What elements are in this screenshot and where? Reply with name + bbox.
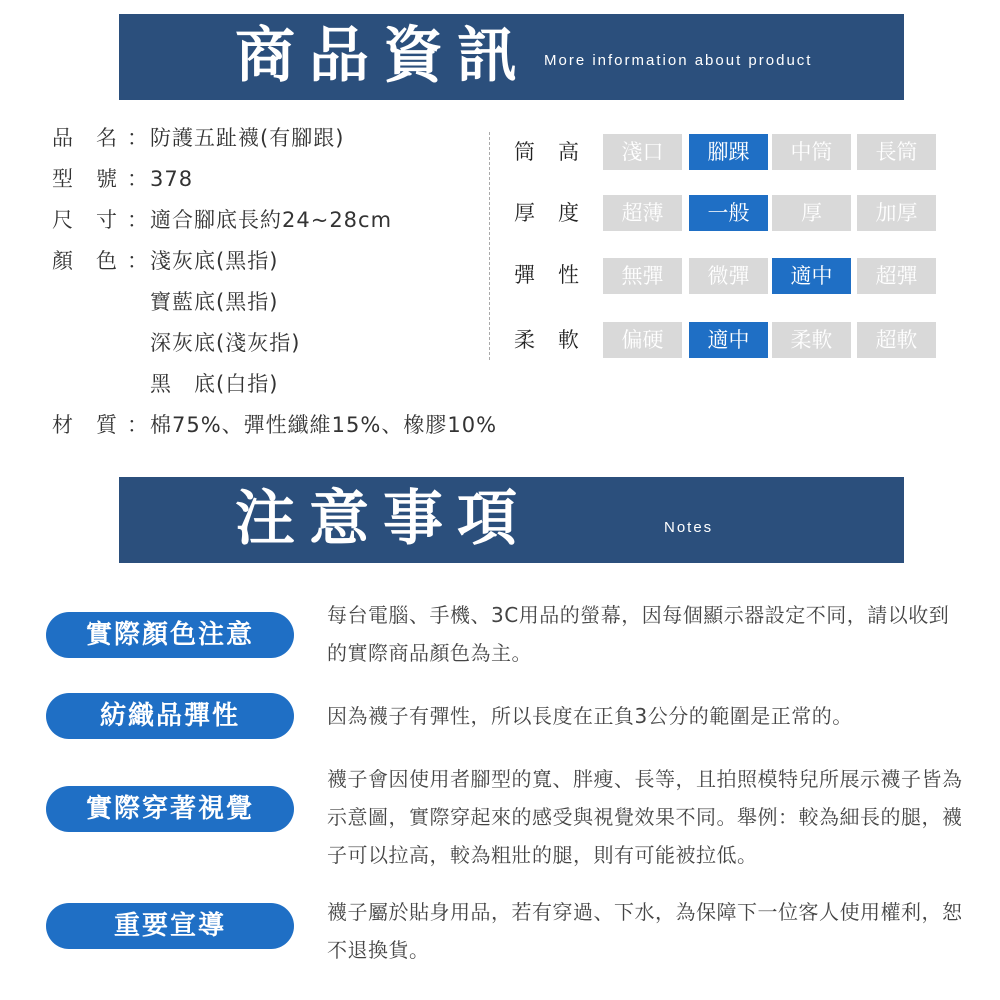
attr-label-height: 筒 高 <box>514 140 580 164</box>
opt-elasticity-0: 無彈 <box>603 258 682 294</box>
opt-softness-1: 適中 <box>689 322 768 358</box>
note-text-color: 每台電腦、手機、3C用品的螢幕，因每個顯示器設定不同，請以收到的實際商品顏色為主。 <box>327 603 950 665</box>
spec-label: 尺 寸 <box>52 208 118 232</box>
opt-height-3: 長筒 <box>857 134 936 170</box>
product-info-title: 商品資訊 <box>235 21 531 91</box>
notes-banner <box>119 477 904 563</box>
note-title-important: 重要宣導 <box>46 903 294 949</box>
spec-row-name <box>52 123 344 153</box>
opt-softness-2: 柔軟 <box>772 322 851 358</box>
spec-colon: ： <box>127 126 149 150</box>
note-text-important: 襪子屬於貼身用品，若有穿過、下水，為保障下一位客人使用權利，恕不退換貨。 <box>327 900 963 962</box>
note-text-elasticity: 因為襪子有彈性，所以長度在正負3公分的範圍是正常的。 <box>327 704 853 728</box>
spec-value: 適合腳底長約24~28cm <box>150 208 393 232</box>
opt-height-0: 淺口 <box>603 134 682 170</box>
opt-softness-0: 偏硬 <box>603 322 682 358</box>
spec-row-model <box>52 164 193 194</box>
note-title-elasticity: 紡織品彈性 <box>46 693 294 739</box>
spec-label: 型 號 <box>52 167 118 191</box>
spec-row-size <box>52 205 392 235</box>
color-option-4: 黑 底(白指) <box>150 372 279 396</box>
color-option-2: 寶藍底(黑指) <box>150 290 279 314</box>
opt-elasticity-1: 微彈 <box>689 258 768 294</box>
opt-height-2: 中筒 <box>772 134 851 170</box>
opt-thickness-2: 厚 <box>772 195 851 231</box>
dashed-divider <box>489 132 490 360</box>
product-info-subtitle: More information about product <box>544 52 813 69</box>
spec-colon: ： <box>127 249 149 273</box>
opt-elasticity-3: 超彈 <box>857 258 936 294</box>
notes-subtitle: Notes <box>664 519 714 536</box>
spec-colon: ： <box>127 208 149 232</box>
opt-thickness-3: 加厚 <box>857 195 936 231</box>
opt-thickness-0: 超薄 <box>603 195 682 231</box>
opt-height-1: 腳踝 <box>689 134 768 170</box>
spec-value: 棉75%、彈性纖維15%、橡膠10% <box>150 413 498 437</box>
note-title-wearing: 實際穿著視覺 <box>46 786 294 832</box>
spec-value: 防護五趾襪(有腳跟) <box>150 126 345 150</box>
spec-value: 淺灰底(黑指) <box>150 249 279 273</box>
note-title-color: 實際顏色注意 <box>46 612 294 658</box>
note-text-wearing: 襪子會因使用者腳型的寬、胖瘦、長等，且拍照模特兒所展示襪子皆為示意圖，實際穿起來的感受與視覺效果不同。舉例：較為細長的腿，襪子可以拉高，較為粗壯的腿，則有可能被拉低。 <box>327 767 963 867</box>
spec-row-color <box>52 246 278 276</box>
spec-label: 顏 色 <box>52 249 118 273</box>
spec-label: 品 名 <box>52 126 118 150</box>
color-option-3: 深灰底(淺灰指) <box>150 331 301 355</box>
attr-label-thickness: 厚 度 <box>514 201 580 225</box>
attr-label-elasticity: 彈 性 <box>514 263 580 287</box>
opt-softness-3: 超軟 <box>857 322 936 358</box>
notes-title: 注意事項 <box>235 484 531 554</box>
spec-colon: ： <box>127 167 149 191</box>
attr-label-softness: 柔 軟 <box>514 328 580 352</box>
spec-row-material <box>52 410 497 440</box>
product-info-banner <box>119 14 904 100</box>
spec-colon: ： <box>127 413 149 437</box>
spec-label: 材 質 <box>52 413 118 437</box>
spec-value: 378 <box>150 167 194 191</box>
opt-elasticity-2: 適中 <box>772 258 851 294</box>
opt-thickness-1: 一般 <box>689 195 768 231</box>
